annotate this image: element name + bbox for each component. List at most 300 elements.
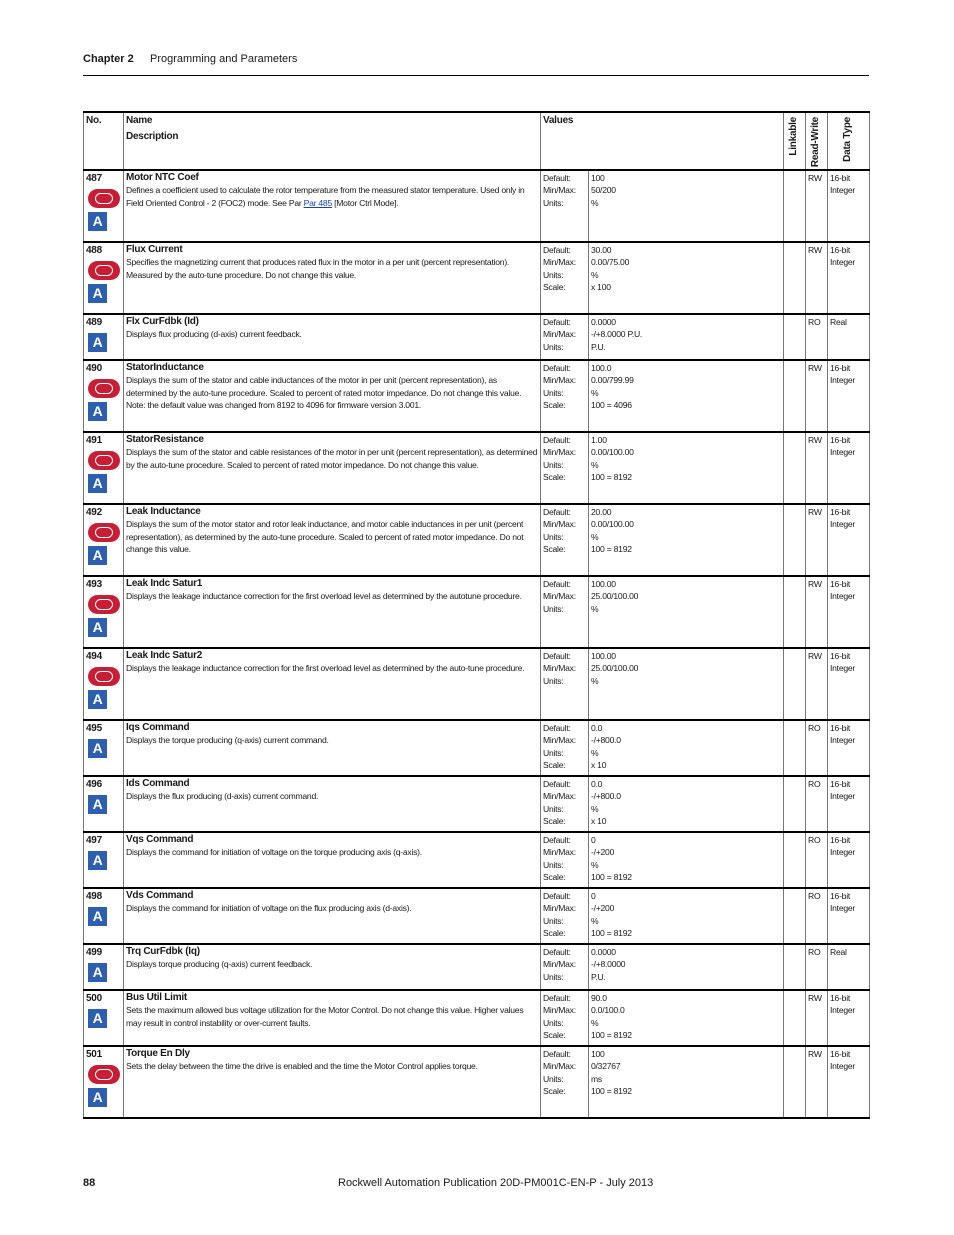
access-icons	[88, 851, 121, 870]
value-label: Min/Max:	[543, 1061, 576, 1072]
param-name: Torque En Dly	[126, 1048, 190, 1059]
data-type-cell	[828, 720, 870, 776]
param-number-cell	[84, 170, 124, 242]
data-type-text: 16-bit	[830, 173, 851, 183]
value-text: %	[591, 915, 599, 926]
value-text: 30.00	[591, 245, 612, 255]
read-write-cell: RW	[806, 990, 828, 1046]
value-label: Default:	[543, 651, 571, 661]
access-icons	[88, 907, 121, 926]
value-text: %	[591, 197, 599, 208]
value-label: Scale:	[543, 282, 566, 293]
param-name: Flux Current	[126, 244, 183, 255]
linkable-cell	[784, 990, 806, 1046]
value-text: 100 = 8192	[591, 1030, 632, 1041]
data-type-cell	[828, 888, 870, 944]
col-name-description	[124, 112, 541, 170]
data-type-cell	[828, 314, 870, 360]
value-labels	[541, 888, 589, 944]
data-type-cell	[828, 648, 870, 720]
data-type-text: 16-bit	[830, 723, 851, 733]
param-name-cell	[124, 170, 541, 242]
data-type-cell	[828, 170, 870, 242]
value-text: 0.00/100.00	[591, 519, 634, 530]
advanced-a-icon: A	[88, 474, 107, 493]
param-name-cell	[124, 990, 541, 1046]
advanced-a-icon: A	[88, 402, 107, 421]
param-description: Displays the sum of the stator and cable resistances of the motor in per unit (percent representation), as determined by the auto-tune procedure. Scaled to percent of rated motor impedance. Do not change this value.	[126, 447, 538, 470]
read-write-cell: RO	[806, 314, 828, 360]
value-values	[589, 944, 784, 990]
read-write-cell: RO	[806, 944, 828, 990]
param-name-cell	[124, 242, 541, 314]
param-name: Bus Util Limit	[126, 992, 187, 1003]
data-type-cell	[828, 832, 870, 888]
value-values	[589, 576, 784, 648]
value-labels	[541, 360, 589, 432]
advanced-a-icon: A	[88, 1009, 107, 1028]
value-text: 0.0000	[591, 947, 616, 957]
data-type-cell	[828, 432, 870, 504]
value-label: Min/Max:	[543, 447, 576, 458]
data-type-text: Integer	[830, 1061, 856, 1072]
value-text: x 100	[591, 282, 611, 293]
value-label: Default:	[543, 245, 571, 255]
param-number-cell	[84, 1046, 124, 1118]
monitor-ring-icon	[88, 189, 120, 208]
linkable-cell	[784, 170, 806, 242]
parameter-table	[83, 111, 870, 1119]
param-name: StatorResistance	[126, 434, 204, 445]
value-text: 0.0/100.0	[591, 1005, 625, 1016]
linkable-cell	[784, 314, 806, 360]
advanced-a-icon: A	[88, 333, 107, 352]
value-text: -/+8.0000 P.U.	[591, 329, 643, 340]
linkable-cell	[784, 776, 806, 832]
table-header-row	[84, 112, 870, 170]
read-write-cell: RW	[806, 170, 828, 242]
parameter-row	[84, 832, 870, 888]
value-text: 0.0	[591, 779, 603, 789]
param-number-cell	[84, 314, 124, 360]
value-text: x 10	[591, 760, 607, 771]
access-icons	[88, 595, 121, 637]
param-number: 497	[86, 835, 102, 846]
advanced-a-icon: A	[88, 690, 107, 709]
monitor-ring-icon	[88, 523, 120, 542]
advanced-a-icon: A	[88, 795, 107, 814]
value-text: 0.00/75.00	[591, 257, 630, 268]
monitor-ring-icon	[88, 379, 120, 398]
value-text: 100 = 4096	[591, 400, 632, 411]
param-number: 498	[86, 891, 102, 902]
value-label: Default:	[543, 723, 571, 733]
value-text: P.U.	[591, 341, 606, 352]
value-values	[589, 1046, 784, 1118]
publication-id: Rockwell Automation Publication 20D-PM001C-EN-P - July 2013	[338, 1177, 654, 1189]
param-number-cell	[84, 504, 124, 576]
value-label: Scale:	[543, 400, 566, 411]
value-label: Default:	[543, 835, 571, 845]
advanced-a-icon: A	[88, 618, 107, 637]
value-text: 100.0	[591, 363, 612, 373]
value-text: 0.0000	[591, 317, 616, 327]
access-icons	[88, 739, 121, 758]
value-text: 50/200	[591, 185, 616, 196]
value-text: 0/32767	[591, 1061, 621, 1072]
value-text: -/+8.0000	[591, 959, 626, 970]
param-name-cell	[124, 432, 541, 504]
col-data-type: Data Type	[828, 112, 870, 170]
value-label: Min/Max:	[543, 329, 576, 340]
read-write-cell: RO	[806, 720, 828, 776]
linkable-cell	[784, 432, 806, 504]
param-number: 495	[86, 723, 102, 734]
data-type-text: Real	[830, 947, 847, 957]
advanced-a-icon: A	[88, 212, 107, 231]
param-name-cell	[124, 1046, 541, 1118]
parameter-row	[84, 432, 870, 504]
monitor-ring-icon	[88, 1065, 120, 1084]
value-label: Default:	[543, 435, 571, 445]
access-icons	[88, 451, 121, 493]
advanced-a-icon: A	[88, 851, 107, 870]
value-label: Scale:	[543, 544, 566, 555]
param-number: 492	[86, 507, 102, 518]
value-label: Scale:	[543, 872, 566, 883]
data-type-text: Integer	[830, 735, 856, 746]
value-text: 0.00/100.00	[591, 447, 634, 458]
value-text: 20.00	[591, 507, 612, 517]
value-label: Units:	[543, 675, 564, 686]
value-labels	[541, 504, 589, 576]
value-text: %	[591, 387, 599, 398]
param-name-cell	[124, 832, 541, 888]
value-text: 100 = 8192	[591, 928, 632, 939]
data-type-text: 16-bit	[830, 363, 851, 373]
value-text: 100.00	[591, 579, 616, 589]
param-description: Displays the leakage inductance correction for the first overload level as determined by the autotune procedure.	[126, 591, 522, 602]
param-number-cell	[84, 576, 124, 648]
value-text: 0.00/799.99	[591, 375, 634, 386]
parameter-row	[84, 360, 870, 432]
param-number: 496	[86, 779, 102, 790]
parameter-row	[84, 944, 870, 990]
param-name-cell	[124, 776, 541, 832]
data-type-text: 16-bit	[830, 507, 851, 517]
param-number-cell	[84, 990, 124, 1046]
monitor-ring-icon	[88, 451, 120, 470]
col-values: Values	[541, 112, 784, 170]
advanced-a-icon: A	[88, 1088, 107, 1107]
value-values	[589, 504, 784, 576]
param-name: Vds Command	[126, 890, 194, 901]
data-type-cell	[828, 360, 870, 432]
linkable-cell	[784, 360, 806, 432]
param-name: Ids Command	[126, 778, 190, 789]
param-note: Note: the default value was changed from 8192 to 4096 for firmware version 3.001.	[126, 400, 422, 411]
param-name: Trq CurFdbk (Iq)	[126, 946, 200, 957]
param-number: 489	[86, 317, 102, 328]
linkable-cell	[784, 832, 806, 888]
value-labels	[541, 776, 589, 832]
value-text: %	[591, 675, 599, 686]
data-type-cell	[828, 1046, 870, 1118]
value-label: Min/Max:	[543, 663, 576, 674]
data-type-text: Integer	[830, 257, 856, 268]
data-type-cell	[828, 242, 870, 314]
data-type-text: Integer	[830, 1005, 856, 1016]
value-label: Units:	[543, 341, 564, 352]
param-description: Displays torque producing (q-axis) current feedback.	[126, 959, 313, 970]
value-values	[589, 648, 784, 720]
value-label: Min/Max:	[543, 375, 576, 386]
data-type-cell	[828, 776, 870, 832]
data-type-text: 16-bit	[830, 245, 851, 255]
data-type-text: 16-bit	[830, 779, 851, 789]
read-write-cell: RW	[806, 1046, 828, 1118]
value-label: Default:	[543, 317, 571, 327]
value-text: 100	[591, 173, 605, 183]
data-type-text: Integer	[830, 519, 856, 530]
param-number: 493	[86, 579, 102, 590]
param-name: Motor NTC Coef	[126, 172, 199, 183]
param-number-cell	[84, 242, 124, 314]
value-values	[589, 776, 784, 832]
value-text: x 10	[591, 816, 607, 827]
read-write-cell: RW	[806, 432, 828, 504]
param-number: 487	[86, 173, 102, 184]
data-type-text: Integer	[830, 185, 856, 196]
value-label: Min/Max:	[543, 735, 576, 746]
value-text: 100.00	[591, 651, 616, 661]
parameter-row	[84, 720, 870, 776]
value-values	[589, 720, 784, 776]
value-text: -/+800.0	[591, 735, 621, 746]
data-type-text: Integer	[830, 663, 856, 674]
value-label: Units:	[543, 1073, 564, 1084]
value-label: Default:	[543, 779, 571, 789]
col-linkable: Linkable	[784, 112, 806, 170]
data-type-text: Integer	[830, 903, 856, 914]
read-write-cell: RW	[806, 504, 828, 576]
value-label: Default:	[543, 507, 571, 517]
data-type-text: 16-bit	[830, 435, 851, 445]
value-label: Units:	[543, 747, 564, 758]
read-write-cell: RO	[806, 888, 828, 944]
data-type-text: Integer	[830, 791, 856, 802]
value-label: Units:	[543, 603, 564, 614]
value-labels	[541, 242, 589, 314]
linkable-cell	[784, 242, 806, 314]
value-text: %	[591, 459, 599, 470]
data-type-text: 16-bit	[830, 579, 851, 589]
data-type-text: 16-bit	[830, 891, 851, 901]
data-type-text: Integer	[830, 447, 856, 458]
value-label: Scale:	[543, 1086, 566, 1097]
value-labels	[541, 170, 589, 242]
access-icons	[88, 379, 121, 421]
param-link[interactable]: Par 485	[303, 197, 332, 208]
col-description: Description	[126, 131, 179, 143]
data-type-text: 16-bit	[830, 651, 851, 661]
advanced-a-icon: A	[88, 546, 107, 565]
data-type-text: Integer	[830, 591, 856, 602]
value-text: 100 = 8192	[591, 1086, 632, 1097]
value-label: Min/Max:	[543, 1005, 576, 1016]
param-number: 488	[86, 245, 102, 256]
data-type-text: 16-bit	[830, 993, 851, 1003]
value-labels	[541, 990, 589, 1046]
param-name: Iqs Command	[126, 722, 190, 733]
value-label: Default:	[543, 579, 571, 589]
value-text: %	[591, 803, 599, 814]
value-text: 100 = 8192	[591, 472, 632, 483]
parameter-row	[84, 170, 870, 242]
col-name: Name	[126, 115, 153, 126]
value-values	[589, 432, 784, 504]
monitor-ring-icon	[88, 667, 120, 686]
value-text: 100	[591, 1049, 605, 1059]
value-label: Default:	[543, 173, 571, 183]
data-type-text: 16-bit	[830, 835, 851, 845]
param-number-cell	[84, 776, 124, 832]
data-type-cell	[828, 576, 870, 648]
value-text: %	[591, 859, 599, 870]
value-text: ms	[591, 1073, 602, 1084]
value-values	[589, 990, 784, 1046]
param-description: Displays the command for initiation of voltage on the flux producing axis (d-axis).	[126, 903, 412, 914]
value-label: Scale:	[543, 816, 566, 827]
value-text: 0.0	[591, 723, 603, 733]
parameter-row	[84, 504, 870, 576]
value-text: -/+200	[591, 847, 615, 858]
value-label: Default:	[543, 891, 571, 901]
access-icons	[88, 1065, 121, 1107]
value-label: Min/Max:	[543, 591, 576, 602]
param-number: 501	[86, 1049, 102, 1060]
advanced-a-icon: A	[88, 284, 107, 303]
value-label: Default:	[543, 1049, 571, 1059]
read-write-cell: RW	[806, 242, 828, 314]
col-no: No.	[84, 112, 124, 170]
parameter-row	[84, 576, 870, 648]
parameter-row	[84, 648, 870, 720]
value-label: Scale:	[543, 1030, 566, 1041]
access-icons	[88, 333, 121, 352]
value-text: %	[591, 747, 599, 758]
value-values	[589, 242, 784, 314]
data-type-cell	[828, 944, 870, 990]
advanced-a-icon: A	[88, 739, 107, 758]
value-label: Scale:	[543, 928, 566, 939]
access-icons	[88, 795, 121, 814]
param-name-cell	[124, 360, 541, 432]
value-values	[589, 832, 784, 888]
value-label: Default:	[543, 947, 571, 957]
linkable-cell	[784, 944, 806, 990]
page-number: 88	[83, 1177, 96, 1189]
value-text: P.U.	[591, 971, 606, 982]
value-text: %	[591, 1017, 599, 1028]
data-type-cell	[828, 990, 870, 1046]
read-write-cell: RW	[806, 648, 828, 720]
parameter-row	[84, 1046, 870, 1118]
section-title: Programming and Parameters	[150, 53, 298, 65]
value-label: Min/Max:	[543, 185, 576, 196]
value-labels	[541, 314, 589, 360]
read-write-cell: RW	[806, 576, 828, 648]
param-description: Displays the torque producing (q-axis) current command.	[126, 735, 329, 746]
page-header	[83, 53, 869, 75]
access-icons	[88, 189, 121, 231]
monitor-ring-icon	[88, 595, 120, 614]
value-text: 100 = 8192	[591, 544, 632, 555]
param-number-cell	[84, 360, 124, 432]
param-name: Flx CurFdbk (Id)	[126, 316, 199, 327]
parameter-row	[84, 314, 870, 360]
param-description: Displays the sum of the motor stator and rotor leak inductance, and motor cable inductances in per unit (percent representation), as determined by the auto-tune procedure. Scaled to percent of rated motor impedance. Do not change this value.	[126, 519, 524, 555]
param-name: Vqs Command	[126, 834, 194, 845]
param-number-cell	[84, 832, 124, 888]
param-description: Sets the maximum allowed bus voltage utilization for the Motor Control. Do not change this value. Higher values may result in control instability or over-current faults.	[126, 1005, 524, 1028]
value-label: Units:	[543, 269, 564, 280]
value-label: Units:	[543, 387, 564, 398]
monitor-ring-icon	[88, 261, 120, 280]
param-description: Displays the leakage inductance correction for the first overload level as determined by the auto-tune procedure.	[126, 663, 525, 674]
value-labels	[541, 432, 589, 504]
parameter-row	[84, 888, 870, 944]
linkable-cell	[784, 504, 806, 576]
value-labels	[541, 648, 589, 720]
value-label: Units:	[543, 1017, 564, 1028]
value-label: Units:	[543, 459, 564, 470]
read-write-cell: RW	[806, 360, 828, 432]
value-text: -/+200	[591, 903, 615, 914]
parameter-row	[84, 242, 870, 314]
advanced-a-icon: A	[88, 907, 107, 926]
param-name-cell	[124, 504, 541, 576]
param-description: Displays the flux producing (d-axis) current command.	[126, 791, 319, 802]
param-description: Displays flux producing (d-axis) current feedback.	[126, 329, 302, 340]
param-name-cell	[124, 576, 541, 648]
value-values	[589, 170, 784, 242]
access-icons	[88, 963, 121, 982]
value-label: Min/Max:	[543, 903, 576, 914]
value-label: Scale:	[543, 760, 566, 771]
value-label: Min/Max:	[543, 959, 576, 970]
param-number-cell	[84, 432, 124, 504]
param-number: 500	[86, 993, 102, 1004]
value-label: Units:	[543, 915, 564, 926]
linkable-cell	[784, 648, 806, 720]
value-label: Min/Max:	[543, 847, 576, 858]
value-values	[589, 888, 784, 944]
param-name-cell	[124, 648, 541, 720]
access-icons	[88, 261, 121, 303]
value-label: Units:	[543, 971, 564, 982]
value-text: 0	[591, 891, 596, 901]
header-rule	[83, 75, 869, 76]
param-number: 499	[86, 947, 102, 958]
param-number-cell	[84, 648, 124, 720]
data-type-cell	[828, 504, 870, 576]
value-label: Default:	[543, 993, 571, 1003]
param-name-cell	[124, 888, 541, 944]
data-type-text: Integer	[830, 375, 856, 386]
value-values	[589, 360, 784, 432]
access-icons	[88, 523, 121, 565]
